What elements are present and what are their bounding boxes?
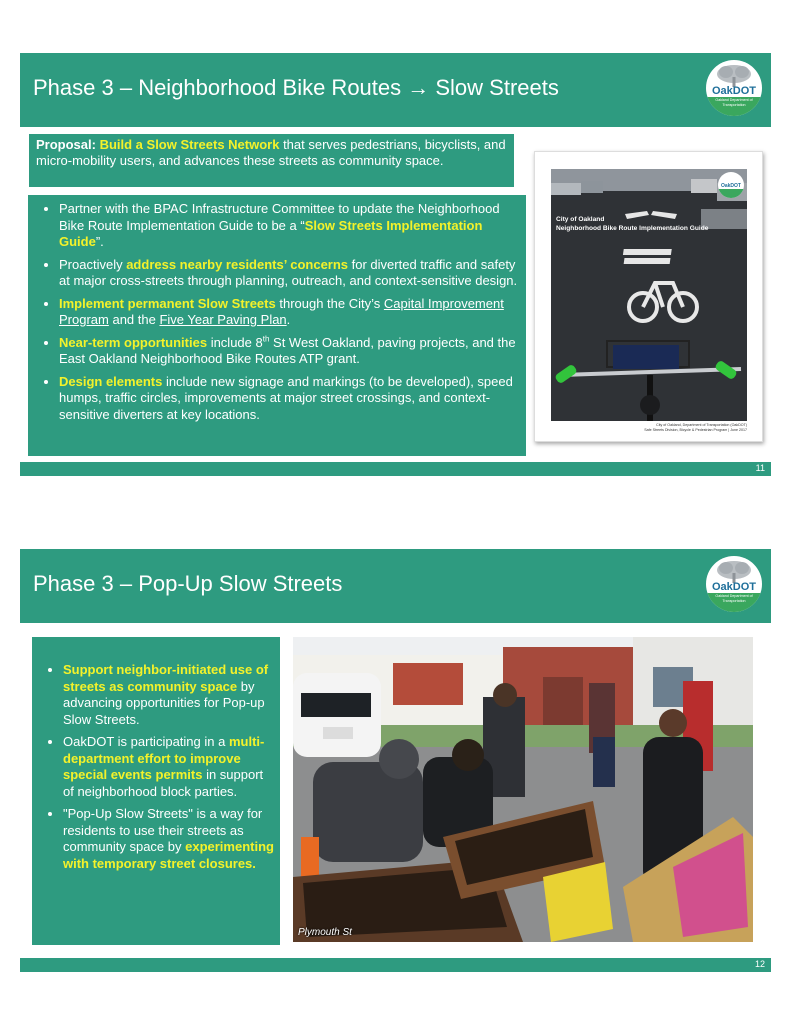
cover-photo (551, 169, 747, 421)
bullet-list-box (28, 195, 526, 456)
proposal-lead: Proposal: (36, 137, 100, 152)
proposal-text: that serves pedestrians, bicyclists, and micro-mobility users, and advances these streets as community space. (36, 137, 506, 168)
slide-header (20, 53, 771, 127)
oakdot-logo (706, 60, 762, 116)
slide-12 (20, 549, 771, 972)
bullet-item (59, 335, 518, 368)
bullet-item (59, 201, 518, 251)
oakdot-logo (706, 556, 762, 612)
logo-subtitle: Oakland Department of Transportation (715, 98, 753, 107)
proposal-highlight: Build a Slow Streets Network (99, 137, 280, 152)
slide-footer (20, 958, 771, 972)
guide-cover-thumbnail (534, 151, 763, 442)
logo-name: OakDOT (711, 581, 756, 593)
bullet-text: and the (108, 312, 160, 327)
cover-logo: OakDOT (718, 172, 744, 198)
bullet-item (63, 662, 274, 728)
bullet-text: "Pop-Up Slow Streets" is a way for residents to use their streets as community space by (63, 806, 263, 854)
bullet-text: ”. (95, 234, 104, 249)
slide-11 (20, 53, 771, 476)
logo-subtitle: Oakland Department of Transportation (715, 594, 753, 603)
street-gardening-photo (293, 637, 753, 942)
bullet-text: through the City’s (275, 295, 384, 311)
bullet-item (59, 374, 518, 424)
bullet-text: for diverted traffic and safety at major cross-streets through planning, outreach, and context-sensitive design. (59, 256, 518, 288)
bullet-text: include new signage and markings (to be developed), speed humps, traffic circles, improvements at major street crossings, and context-sensitive diverters at key locations. (59, 373, 513, 422)
cover-caption: City of Oakland, Department of Transportation (OakDOT) Safe Streets Division, Bicycle & Pedestrian Program | June 2017 (644, 423, 747, 432)
bullet-text: experimenting with temporary street closures. (63, 839, 274, 871)
bullet-text: address nearby residents’ concerns (126, 256, 349, 272)
slide-header (20, 549, 771, 623)
bullet-item (63, 806, 274, 872)
bullet-text: include 8 (207, 334, 263, 350)
bullet-item (59, 257, 518, 290)
photo-caption: Plymouth St (298, 927, 352, 938)
oak-tree-icon (715, 63, 753, 87)
bullet-list-box (32, 637, 280, 945)
bullet-text: St West Oakland, paving projects, and the East Oakland Neighborhood Bike Routes ATP grant. (59, 334, 516, 366)
bullet-text: th (262, 334, 270, 344)
proposal-box (28, 133, 515, 188)
bullet-text: OakDOT is participating in a (63, 734, 229, 749)
page-number: 11 (755, 463, 765, 473)
bullet-text: Design elements (59, 373, 163, 389)
bullet-text: . (286, 312, 291, 327)
bullet-item (63, 734, 274, 800)
bullet-text: Proactively (59, 256, 127, 272)
bullet-list (40, 662, 274, 872)
slide-title: Phase 3 – Neighborhood Bike Routes → Slow Streets (33, 75, 559, 100)
slide-title: Phase 3 – Pop-Up Slow Streets (33, 571, 343, 596)
bullet-text: Near-term opportunities (59, 334, 208, 350)
bullet-text: in support of neighborhood block parties. (63, 767, 264, 799)
bullet-text: Partner with the BPAC Infrastructure Committee to update the Neighborhood Bike Route Implementation Guide to be a “ (59, 201, 500, 233)
bullet-text: Implement permanent Slow Streets (59, 295, 276, 311)
logo-name: OakDOT (711, 85, 756, 97)
oak-tree-icon (715, 559, 753, 583)
bike-lane-photo (551, 169, 747, 421)
page-number: 12 (754, 959, 765, 969)
bullet-text: Slow Streets Implementation Guide (59, 217, 483, 249)
bullet-text: Five Year Paving Plan (159, 312, 287, 327)
bullet-text: Capital Improvement Program (59, 295, 504, 327)
bullet-item (59, 296, 518, 329)
bullet-text: by advancing opportunities for Pop-up Slow Streets. (63, 678, 265, 727)
planter-boxes-photo (293, 637, 753, 942)
cover-title: City of Oakland Neighborhood Bike Route Implementation Guide (556, 216, 709, 232)
bullet-list (36, 201, 518, 423)
bullet-text: Support neighbor-initiated use of streets as community space (63, 662, 269, 694)
bullet-text: multi-department effort to improve special events permits (63, 734, 265, 782)
slide-footer (20, 462, 771, 476)
